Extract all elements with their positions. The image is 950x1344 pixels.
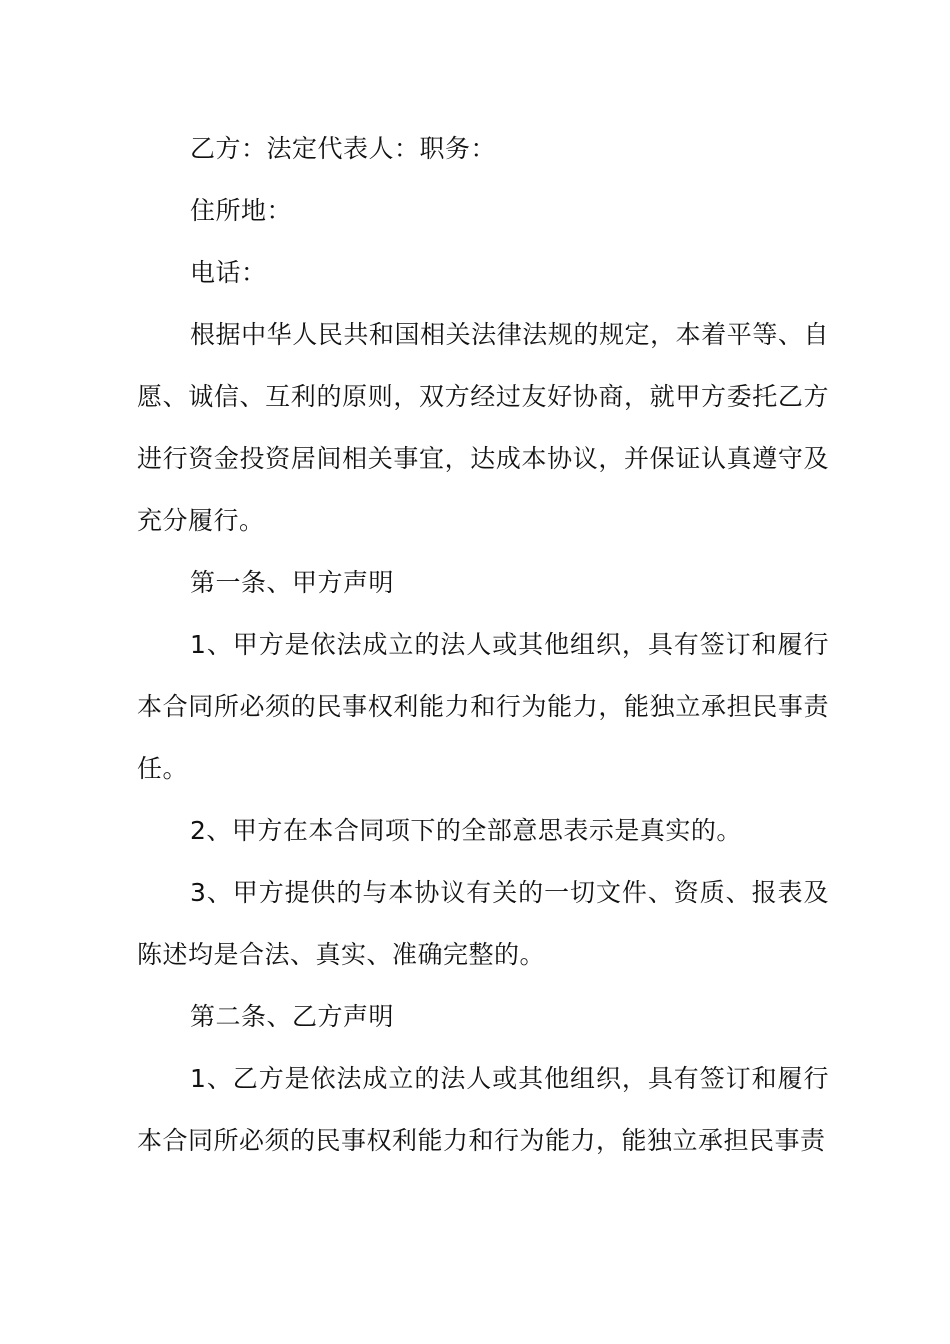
preamble-paragraph: 根据中华人民共和国相关法律法规的规定，本着平等、自愿、诚信、互利的原则，双方经过友好协商，就甲方委托乙方进行资金投资居间相关事宜，达成本协议，并保证认真遵守及充分履行。	[137, 320, 829, 535]
article-1-clause-1: 1、甲方是依法成立的法人或其他组织，具有签订和履行本合同所必须的民事权利能力和行为能力，能独立承担民事责任。	[137, 630, 829, 783]
article-2-clause-1: 1、乙方是依法成立的法人或其他组织，具有签订和履行本合同所必须的民事权利能力和行为能力，能独立承担民事责	[137, 1064, 829, 1155]
article-1-clause-2: 2、甲方在本合同项下的全部意思表示是真实的。	[190, 816, 742, 845]
party-b-phone-line: 电话：	[190, 258, 267, 287]
article-2-heading: 第二条、乙方声明	[190, 1002, 395, 1031]
article-1-clause-3: 3、甲方提供的与本协议有关的一切文件、资质、报表及陈述均是合法、真实、准确完整的。	[137, 878, 829, 969]
party-b-representative-line: 乙方：法定代表人：职务：	[190, 134, 497, 163]
article-1-heading: 第一条、甲方声明	[190, 568, 395, 597]
party-b-address-line: 住所地：	[190, 196, 293, 225]
document-body	[137, 118, 829, 1172]
